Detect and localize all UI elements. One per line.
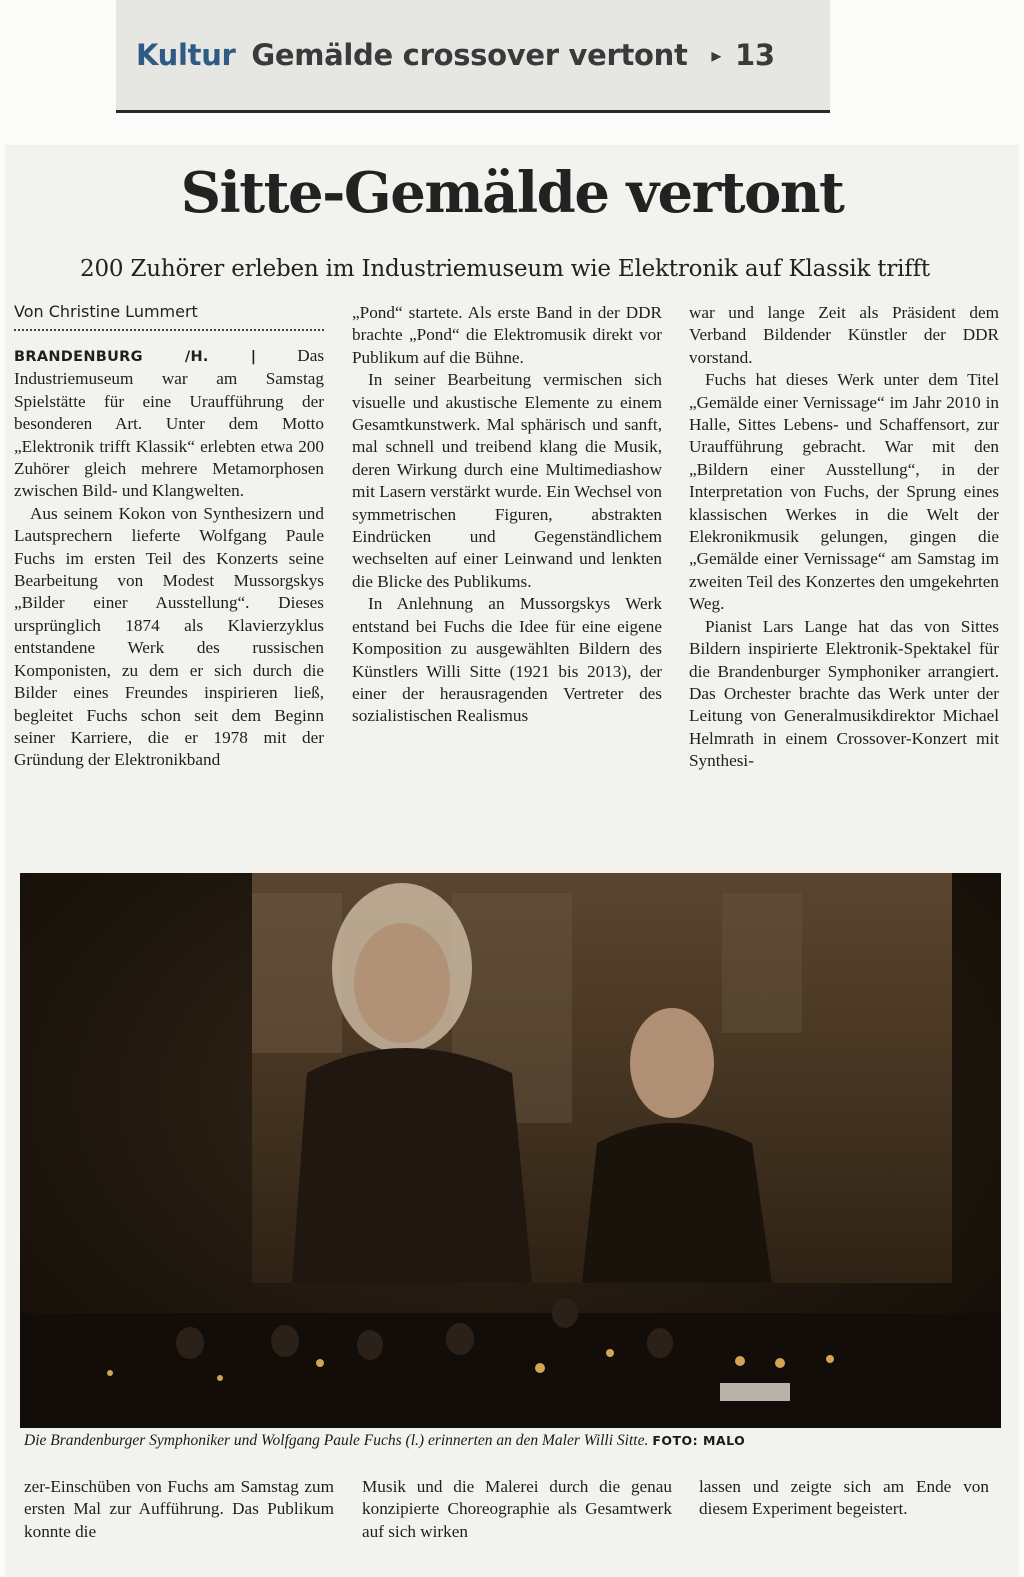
orchestra-stage xyxy=(20,873,1001,1428)
paragraph: Aus seinem Kokon von Synthesizern und Lautsprechern lieferte Wolfgang Paule Fuchs im ersten Teil des Konzerts seine Bearbeitung von Modest Mussorgskys „Bilder einer Ausstellung“. Dieses ursprünglich 1874 als Klavierzyklus entstandene Werk des russischen Komponisten, zu dem er sich durch die Bilder eines Freundes inspirieren ließ, begleitet Fuchs schon seit dem Beginn seiner Karriere, die er 1978 mit der Gründung der Elektronikband xyxy=(14,503,324,770)
article-column-3 xyxy=(689,302,999,773)
paragraph: In Anlehnung an Mussorgskys Werk entstand bei Fuchs die Idee für eine eigene Komposition zu ausgewählten Bildern des Künstlers Willi Sitte (1921 bis 2013), der einer der herausragenden Vertreter des sozialistischen Realismus xyxy=(352,594,662,726)
subheadline: 200 Zuhörer erleben im Industriemuseum wie Elektronik auf Klassik trifft xyxy=(80,256,930,282)
teaser-title: Gemälde crossover vertont xyxy=(251,38,688,72)
section-teaser[interactable] xyxy=(116,0,830,113)
paragraph: In seiner Bearbeitung vermischen sich visuelle und akustische Elemente zu einem Gesamtkunstwerk. Mal sphärisch und sanft, mal schnell und treibend klang die Musik, deren Wirkung durch eine Multimediashow mit Lasern verstärkt wurde. Ein Wechsel von symmetrischen Figuren, abstrakten Eindrücken und Gegenständlichem wechselten auf einer Leinwand und lenkten die Blicke des Publikums. xyxy=(352,370,662,591)
article-continuation-3 xyxy=(699,1476,989,1521)
teaser-line xyxy=(136,38,775,72)
paragraph-text: Das Industriemuseum war am Samstag Spielstätte für eine Uraufführung der besonderen Art. Unter dem Motto „Elektronik trifft Klassik“ erlebten etwa 200 Zuhörer gleich mehrere Metamorphosen zwischen Bild- und Klangwelten. xyxy=(14,346,325,501)
paragraph: Pianist Lars Lange hat das von Sittes Bildern inspirierte Elektronik-Spektakel für die Brandenburger Symphoniker arrangiert. Das Orchester brachte das Werk unter der Leitung von Generalmusikdirektor Michael Helmrath in einem Crossover-Konzert mit Synthesi- xyxy=(689,616,999,771)
page-reference: 13 xyxy=(734,38,775,72)
section-kicker: Kultur xyxy=(136,38,236,72)
headline: Sitte-Gemälde vertont xyxy=(180,160,844,226)
triangle-right-icon: ▸ xyxy=(711,43,722,67)
paragraph xyxy=(14,345,324,503)
paragraph: Fuchs hat dieses Werk unter dem Titel „Gemälde einer Vernissage“ im Jahr 2010 in Halle, Sittes Lebens- und Schaffensort, zur Uraufführung gebracht. War mit den „Bildern einer Ausstellung“, in der Interpretation von Fuchs, der Sprung eines klassischen Werkes in die Welt der Elekronikmusik gelungen, gingen die „Gemälde einer Vernissage“ am Samstag im zweiten Teil des Konzertes den umgekehrten Weg. xyxy=(689,370,999,614)
paragraph: lassen und zeigte sich am Ende von diesem Experiment begeistert. xyxy=(699,1477,989,1519)
concert-photo xyxy=(20,873,1001,1428)
article-column-2 xyxy=(352,302,662,728)
dateline: BRANDENBURG /H. | xyxy=(14,349,257,365)
article-continuation-1 xyxy=(24,1476,334,1543)
byline: Von Christine Lummert xyxy=(14,302,324,331)
paragraph: zer-Einschüben von Fuchs am Samstag zum ersten Mal zur Aufführung. Das Publikum konnte die xyxy=(24,1477,334,1541)
paragraph: Musik und die Malerei durch die genau konzipierte Choreographie als Gesamtwerk auf sich wirken xyxy=(362,1477,672,1541)
photo-credit: FOTO: MALO xyxy=(652,1433,746,1448)
article-continuation-2 xyxy=(362,1476,672,1543)
paragraph: war und lange Zeit als Präsident dem Verband Bildender Künstler der DDR vorstand. xyxy=(689,303,999,367)
caption-text: Die Brandenburger Symphoniker und Wolfgang Paule Fuchs (l.) erinnerten an den Maler Willi Sitte. xyxy=(24,1432,649,1449)
paragraph: „Pond“ startete. Als erste Band in der DDR brachte „Pond“ die Elektromusik direkt vor Publikum auf die Bühne. xyxy=(352,303,662,367)
photo-caption xyxy=(24,1432,1014,1450)
article-column-1 xyxy=(14,345,324,772)
